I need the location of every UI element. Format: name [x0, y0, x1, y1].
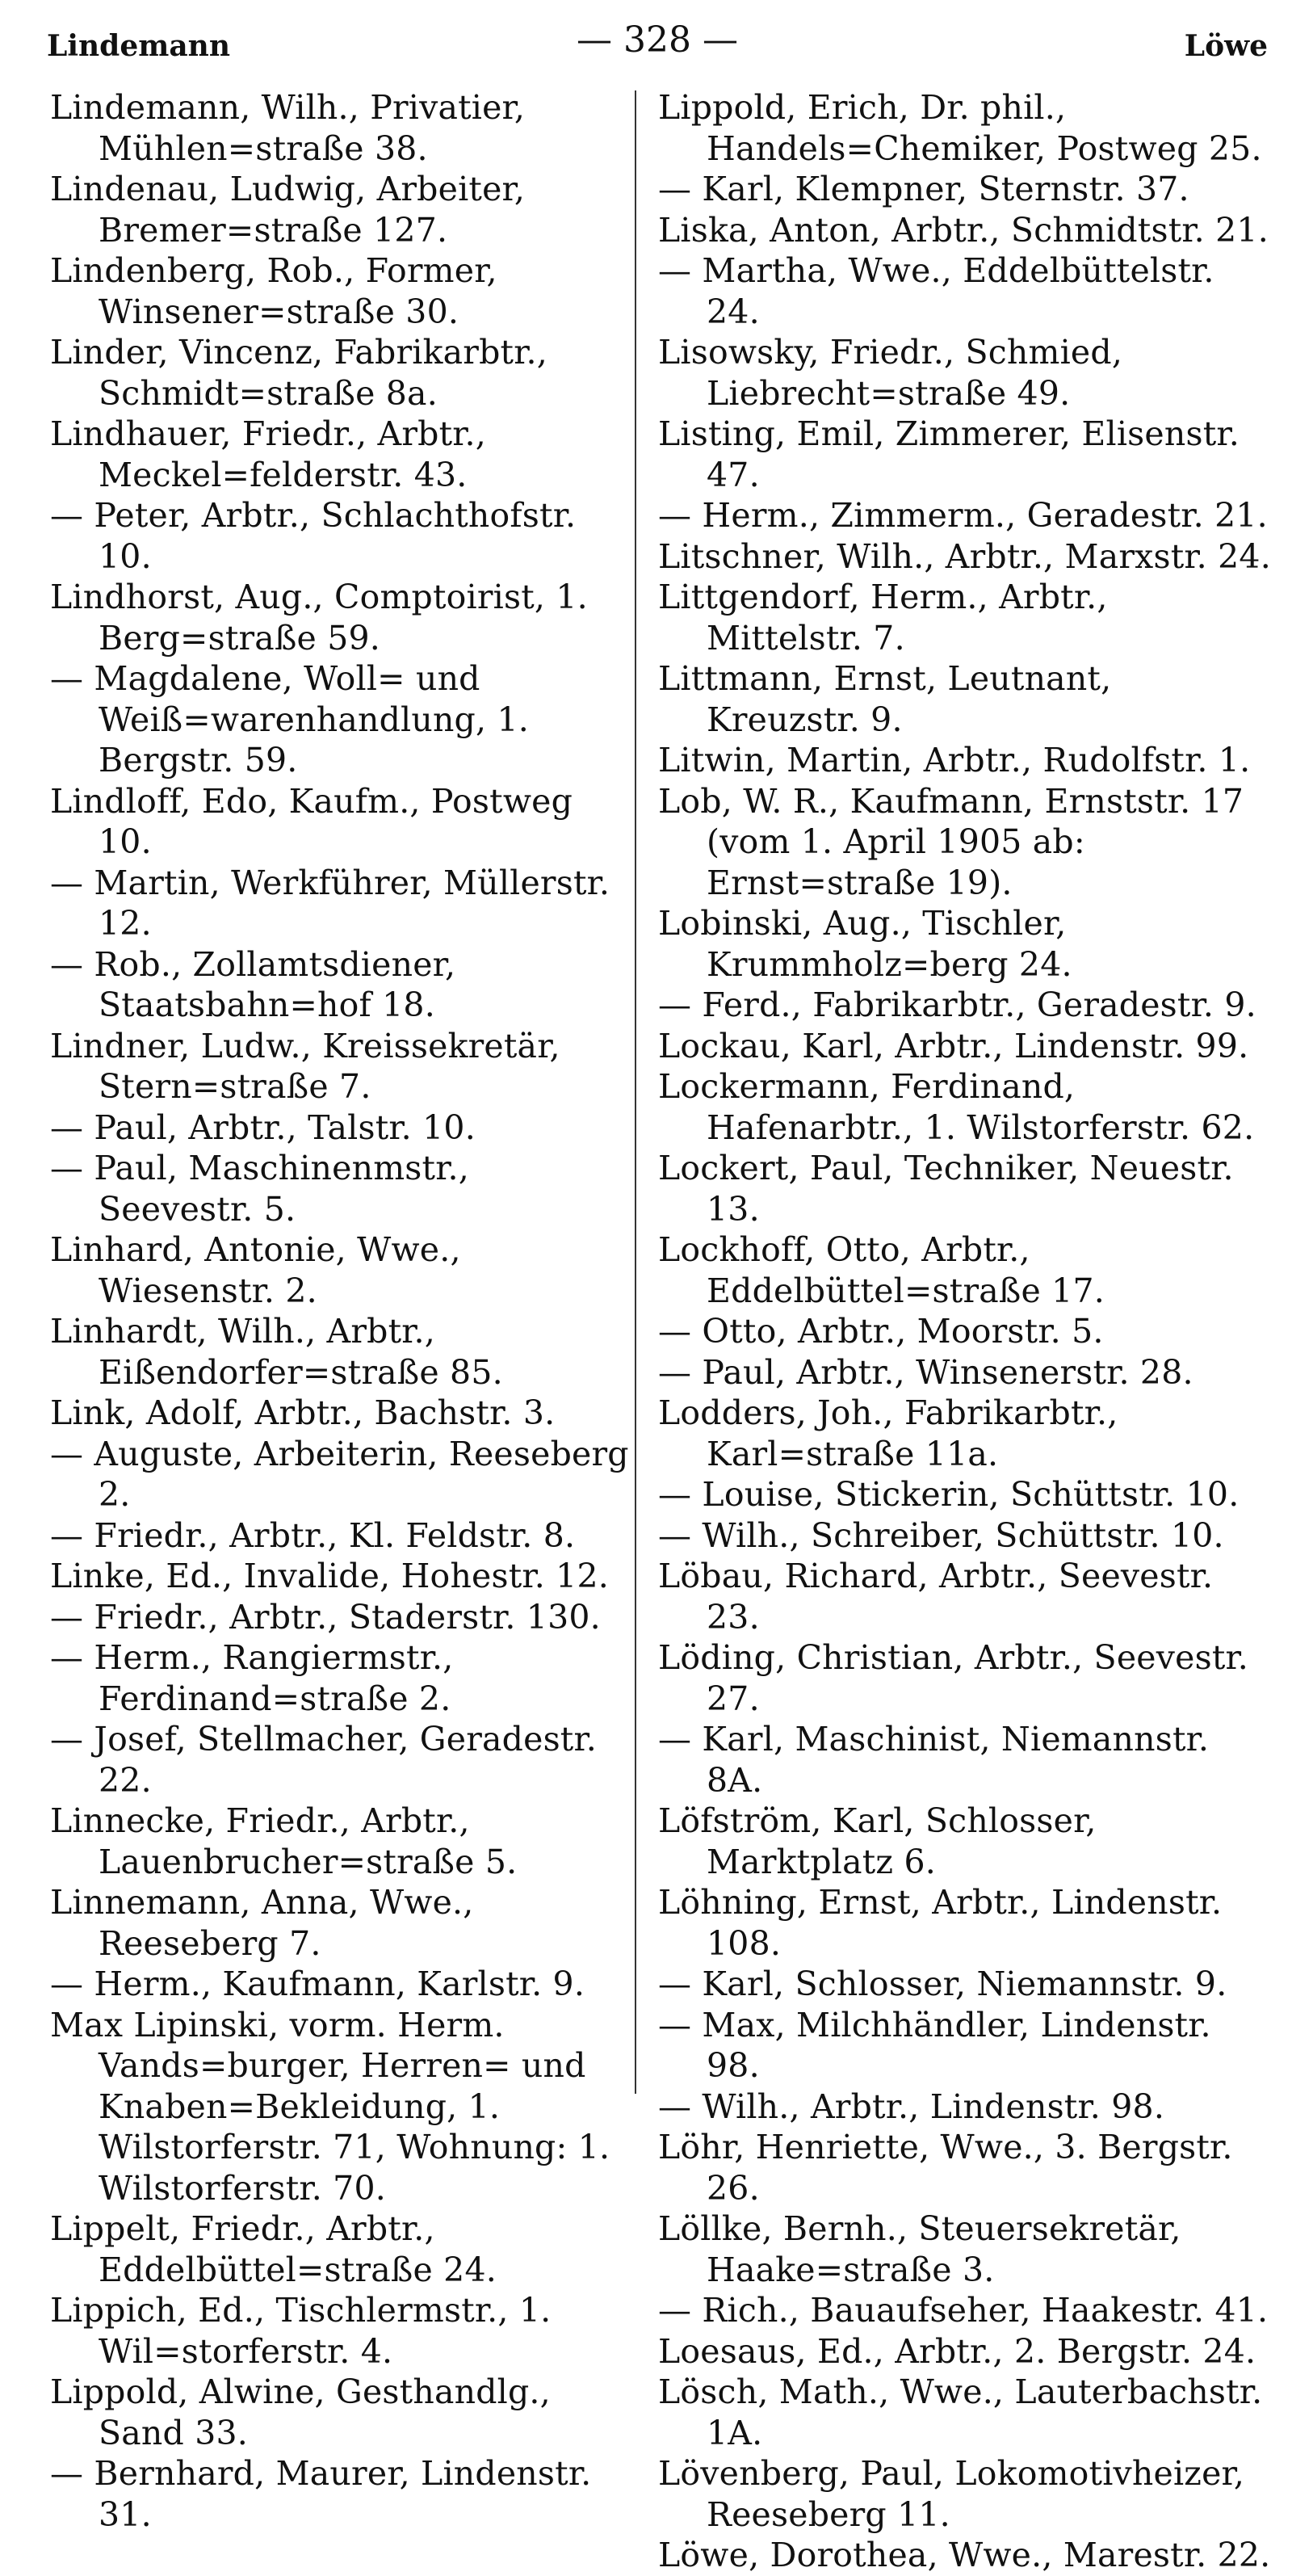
page-number: — 328 —: [577, 19, 738, 61]
directory-entry: Lobinski, Aug., Tischler, Krummholz=berg 24.: [658, 904, 1072, 984]
directory-entry: — Rob., Zollamtsdiener, Staatsbahn=hof 18.: [50, 944, 456, 1024]
directory-entry: — Paul, Arbtr., Winsenerstr. 28.: [658, 1352, 1193, 1392]
directory-entry: — Louise, Stickerin, Schüttstr. 10.: [658, 1475, 1240, 1514]
directory-entry: Lindemann, Wilh., Privatier, Mühlen=straße 38.: [50, 88, 526, 168]
directory-entry: Löhning, Ernst, Arbtr., Lindenstr. 108.: [658, 1883, 1223, 1963]
directory-entry: Link, Adolf, Arbtr., Bachstr. 3.: [50, 1393, 556, 1432]
directory-entry: — Herm., Rangiermstr., Ferdinand=straße 2.: [50, 1638, 454, 1718]
directory-entry: Löllke, Bernh., Steuersekretär, Haake=straße 3.: [658, 2209, 1181, 2289]
directory-entry: — Martin, Werkführer, Müllerstr. 12.: [50, 863, 610, 943]
directory-entry: Max Lipinski, vorm. Herm. Vands=burger, Herren= und Knaben=Bekleidung, 1. Wilstorferstr. 71, Wohnung: 1. Wilstorferstr. 70.: [50, 2005, 610, 2208]
directory-entry: Littmann, Ernst, Leutnant, Kreuzstr. 9.: [658, 659, 1112, 739]
directory-entry: — Herm., Zimmerm., Geradestr. 21.: [658, 496, 1268, 535]
directory-entry: — Auguste, Arbeiterin, Reeseberg 2.: [50, 1434, 629, 1514]
directory-entry: Littgendorf, Herm., Arbtr., Mittelstr. 7.: [658, 578, 1108, 658]
directory-entry: — Karl, Klempner, Sternstr. 37.: [658, 170, 1189, 208]
directory-entry: — Martha, Wwe., Eddelbüttelstr. 24.: [658, 251, 1214, 331]
directory-entry: Linder, Vincenz, Fabrikarbtr., Schmidt=straße 8a.: [50, 333, 547, 413]
directory-entry: Loesaus, Ed., Arbtr., 2. Bergstr. 24.: [658, 2331, 1256, 2371]
directory-entry: Listing, Emil, Zimmerer, Elisenstr. 47.: [658, 414, 1240, 494]
directory-entry: Lindhorst, Aug., Comptoirist, 1. Berg=straße 59.: [50, 578, 588, 658]
directory-entry: Löwe, Dorothea, Wwe., Marestr. 22.: [658, 2536, 1271, 2574]
directory-entry: Löfström, Karl, Schlosser, Marktplatz 6.: [658, 1801, 1097, 1881]
directory-entry: Litschner, Wilh., Arbtr., Marxstr. 24.: [658, 536, 1271, 576]
directory-entry: Lövenberg, Paul, Lokomotivheizer, Reeseberg 11.: [658, 2454, 1245, 2534]
directory-entry: Lindenau, Ludwig, Arbeiter, Bremer=straße 127.: [50, 170, 526, 250]
directory-entry: — Rich., Bauaufseher, Haakestr. 41.: [658, 2291, 1269, 2330]
directory-entry: — Bernhard, Maurer, Lindenstr. 31.: [50, 2454, 592, 2534]
directory-entry: Lindenberg, Rob., Former, Winsener=straße 30.: [50, 251, 497, 331]
directory-entry: — Peter, Arbtr., Schlachthofstr. 10.: [50, 496, 577, 576]
directory-entry: Lodders, Joh., Fabrikarbtr., Karl=straße 11a.: [658, 1393, 1118, 1473]
directory-entry: Lisowsky, Friedr., Schmied, Liebrecht=straße 49.: [658, 333, 1123, 413]
directory-entry: — Paul, Arbtr., Talstr. 10.: [50, 1107, 476, 1147]
directory-entry: Lockhoff, Otto, Arbtr., Eddelbüttel=straße 17.: [658, 1230, 1105, 1310]
directory-entry: — Karl, Schlosser, Niemannstr. 9.: [658, 1965, 1227, 2003]
directory-entry: Lösch, Math., Wwe., Lauterbachstr. 1A.: [658, 2372, 1263, 2452]
directory-entry: — Wilh., Schreiber, Schüttstr. 10.: [658, 1515, 1224, 1555]
directory-entry: — Wilh., Arbtr., Lindenstr. 98.: [658, 2086, 1165, 2126]
directory-entry: Linhard, Antonie, Wwe., Wiesenstr. 2.: [50, 1230, 461, 1310]
directory-entry: — Max, Milchhändler, Lindenstr. 98.: [658, 2005, 1211, 2085]
directory-entry: Lockau, Karl, Arbtr., Lindenstr. 99.: [658, 1026, 1249, 1065]
directory-entry: Lippold, Erich, Dr. phil., Handels=Chemiker, Postweg 25.: [658, 88, 1262, 168]
directory-entry: Linnemann, Anna, Wwe., Reeseberg 7.: [50, 1883, 474, 1963]
directory-entry: Lippelt, Friedr., Arbtr., Eddelbüttel=straße 24.: [50, 2209, 497, 2289]
directory-entry: Lindhauer, Friedr., Arbtr., Meckel=felderstr. 43.: [50, 414, 487, 494]
directory-entry: Löbau, Richard, Arbtr., Seevestr. 23.: [658, 1557, 1214, 1637]
directory-entry: — Paul, Maschinenmstr., Seevestr. 5.: [50, 1149, 469, 1229]
directory-entry: — Karl, Maschinist, Niemannstr. 8A.: [658, 1720, 1210, 1800]
directory-entry: — Herm., Kaufmann, Karlstr. 9.: [50, 1965, 585, 2003]
right-column: [658, 87, 1272, 2576]
directory-entry: Lindner, Ludw., Kreissekretär, Stern=straße 7.: [50, 1026, 560, 1106]
left-column: [50, 87, 631, 2535]
directory-entry: Lindloff, Edo, Kaufm., Postweg 10.: [50, 781, 573, 861]
directory-entry: — Magdalene, Woll= und Weiß=warenhandlung, 1. Bergstr. 59.: [50, 659, 529, 780]
directory-entry: — Friedr., Arbtr., Staderstr. 130.: [50, 1597, 601, 1637]
directory-entry: Linhardt, Wilh., Arbtr., Eißendorfer=straße 85.: [50, 1312, 503, 1392]
directory-entry: Liska, Anton, Arbtr., Schmidtstr. 21.: [658, 210, 1269, 250]
running-head-right: Löwe: [1184, 29, 1268, 63]
column-divider: [635, 90, 636, 2094]
directory-entry: Löhr, Henriette, Wwe., 3. Bergstr. 26.: [658, 2128, 1233, 2208]
running-head-left: Lindemann: [47, 29, 231, 63]
directory-entry: Linnecke, Friedr., Arbtr., Lauenbrucher=straße 5.: [50, 1801, 518, 1881]
directory-entry: Litwin, Martin, Arbtr., Rudolfstr. 1.: [658, 741, 1251, 780]
directory-entry: Lippold, Alwine, Gesthandlg., Sand 33.: [50, 2372, 551, 2452]
directory-entry: — Friedr., Arbtr., Kl. Feldstr. 8.: [50, 1515, 576, 1555]
directory-entry: Löding, Christian, Arbtr., Seevestr. 27.: [658, 1638, 1249, 1718]
directory-entry: Linke, Ed., Invalide, Hohestr. 12.: [50, 1557, 609, 1595]
directory-entry: Lockert, Paul, Techniker, Neuestr. 13.: [658, 1149, 1234, 1229]
directory-entry: Lippich, Ed., Tischlermstr., 1. Wil=storferstr. 4.: [50, 2291, 552, 2371]
directory-entry: — Otto, Arbtr., Moorstr. 5.: [658, 1312, 1104, 1351]
directory-entry: — Ferd., Fabrikarbtr., Geradestr. 9.: [658, 985, 1256, 1024]
directory-entry: — Josef, Stellmacher, Geradestr. 22.: [50, 1720, 598, 1800]
page-header: [47, 18, 1268, 66]
directory-entry: Lob, W. R., Kaufmann, Ernststr. 17 (vom 1. April 1905 ab: Ernst=straße 19).: [658, 781, 1244, 902]
directory-entry: Lockermann, Ferdinand, Hafenarbtr., 1. Wilstorferstr. 62.: [658, 1067, 1255, 1147]
